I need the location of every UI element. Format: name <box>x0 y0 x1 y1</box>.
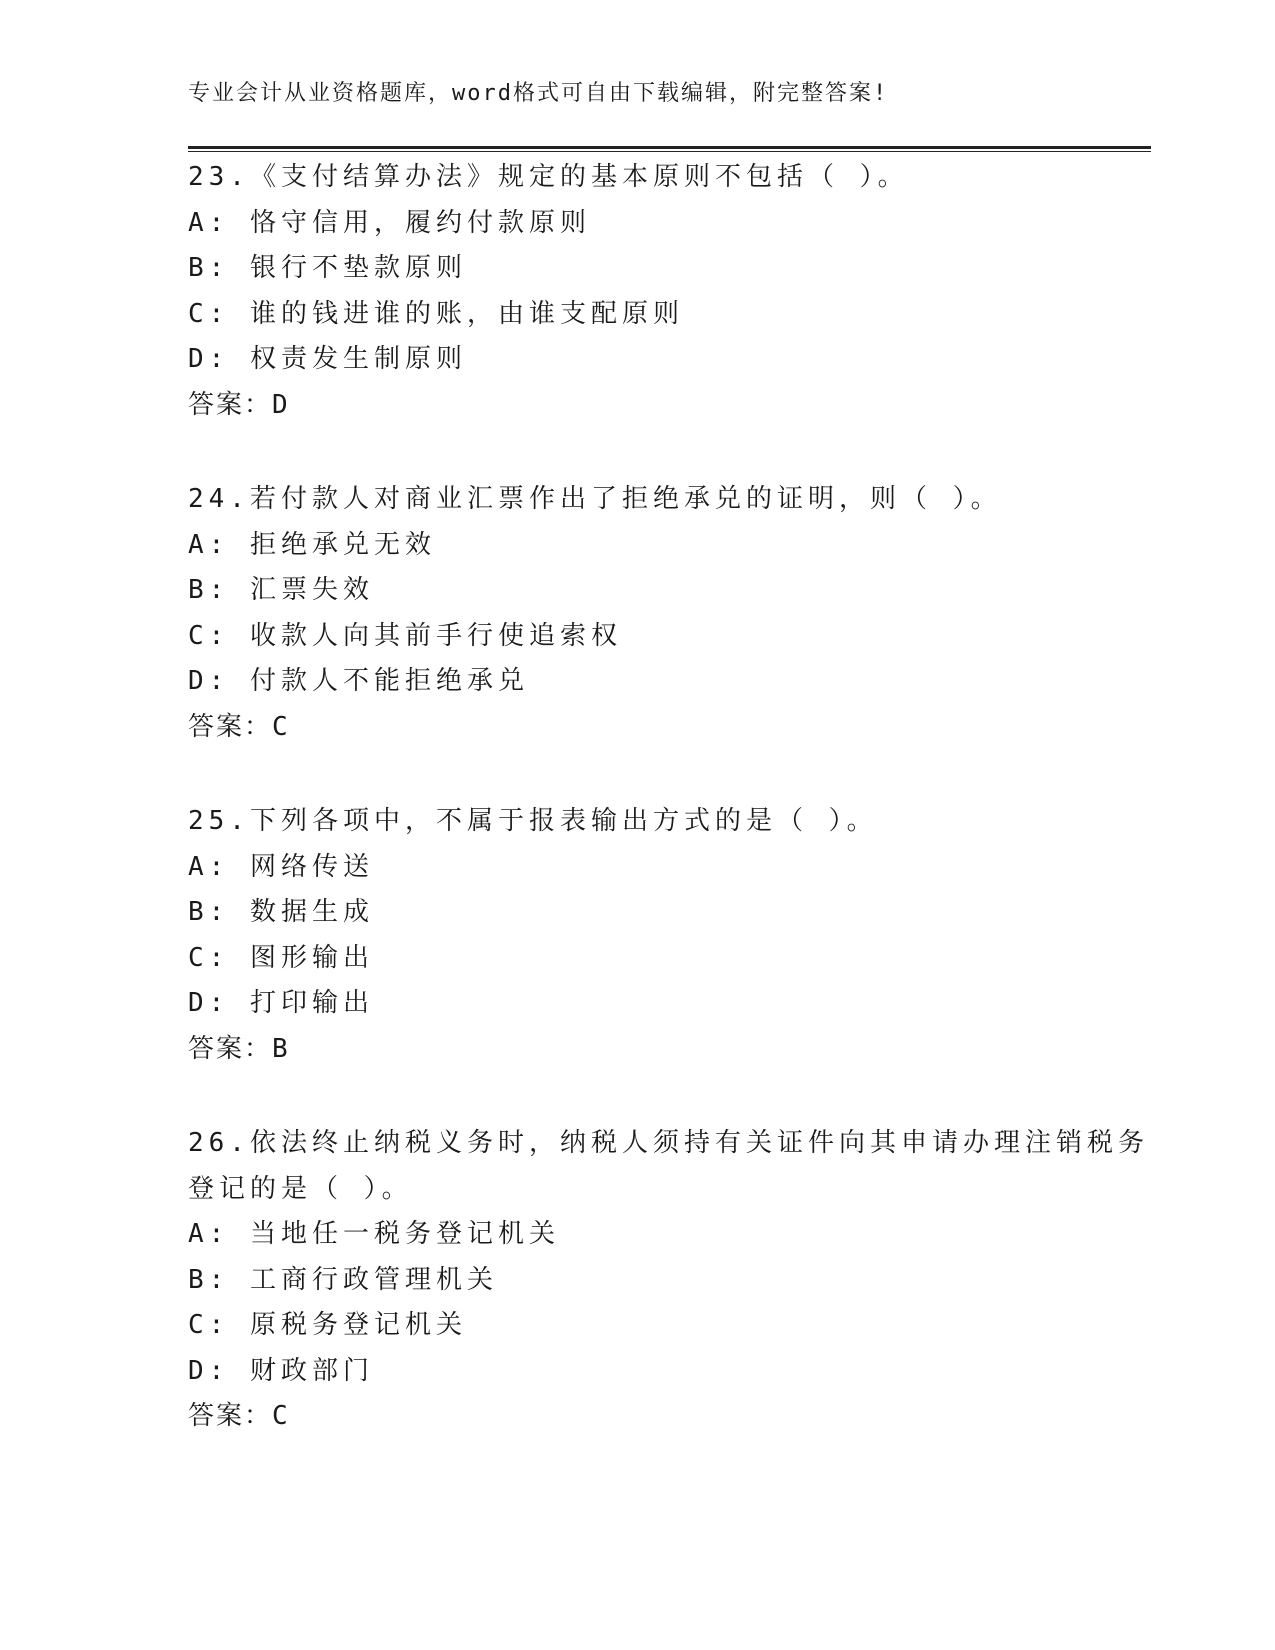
option-c: C: 谁的钱进谁的账，由谁支配原则 <box>188 298 684 329</box>
header-rule-thin <box>188 151 1151 152</box>
option-b: B: 工商行政管理机关 <box>188 1264 498 1295</box>
question-23 <box>188 155 1088 428</box>
option-d: D: 财政部门 <box>188 1355 374 1386</box>
answer-line <box>188 383 1088 429</box>
option-b: B: 汇票失效 <box>188 575 374 605</box>
answer-label: 答案： <box>188 389 273 420</box>
answer-label: 答案： <box>188 1401 273 1431</box>
option-b: B: 数据生成 <box>188 897 374 927</box>
answer-line <box>188 1394 1088 1440</box>
option-d: D: 打印输出 <box>188 988 374 1018</box>
question-stem: 25.下列各项中，不属于报表输出方式的是（ ）。 <box>188 806 878 836</box>
question-stem: 24.若付款人对商业汇票作出了拒绝承兑的证明，则（ ）。 <box>188 484 1002 514</box>
question-25 <box>188 799 1088 1072</box>
answer-value: D <box>272 389 289 420</box>
answer-label: 答案： <box>188 711 273 742</box>
answer-value: C <box>272 711 289 742</box>
option-d: D: 付款人不能拒绝承兑 <box>188 666 529 696</box>
question-24 <box>188 477 1088 750</box>
option-b: B: 银行不垫款原则 <box>188 253 467 283</box>
option-c: C: 原税务登记机关 <box>188 1310 467 1340</box>
option-a: A: 拒绝承兑无效 <box>188 529 436 560</box>
option-d: D: 权责发生制原则 <box>188 344 467 374</box>
option-c: C: 图形输出 <box>188 942 374 973</box>
answer-value: C <box>272 1401 289 1431</box>
answer-value: B <box>272 1033 289 1064</box>
document-header: 专业会计从业资格题库，word格式可自由下载编辑，附完整答案! <box>188 81 889 106</box>
question-26 <box>188 1121 1149 1440</box>
option-c: C: 收款人向其前手行使追索权 <box>188 620 622 651</box>
header-rule-thick <box>188 146 1151 149</box>
option-a: A: 当地任一税务登记机关 <box>188 1219 560 1249</box>
question-stem-continued: 登记的是（ ）。 <box>188 1173 413 1204</box>
option-a: A: 恪守信用，履约付款原则 <box>188 207 591 238</box>
question-stem: 26.依法终止纳税义务时，纳税人须持有关证件向其申请办理注销税务 <box>188 1128 1149 1158</box>
answer-label: 答案： <box>188 1033 273 1064</box>
question-stem: 23.《支付结算办法》规定的基本原则不包括（ ）。 <box>188 162 909 192</box>
answer-line <box>188 705 1088 751</box>
answer-line <box>188 1027 1088 1073</box>
option-a: A: 网络传送 <box>188 851 374 882</box>
